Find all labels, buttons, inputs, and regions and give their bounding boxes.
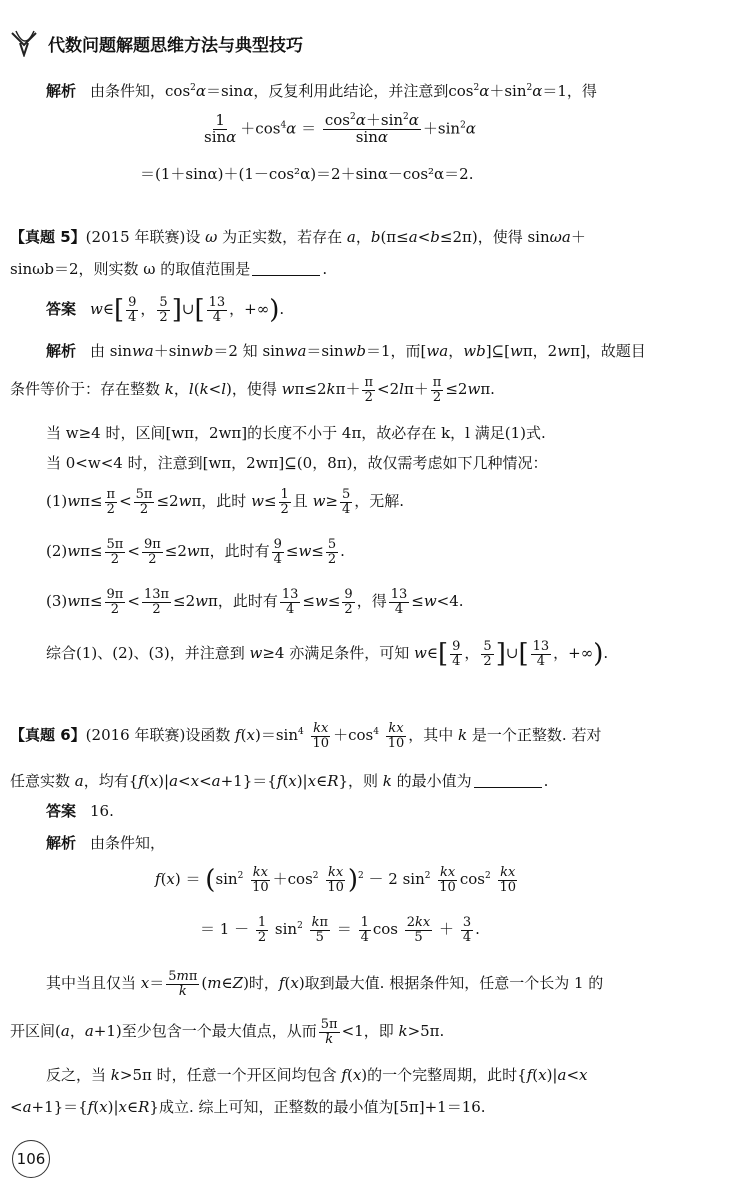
answer-blank (252, 275, 320, 276)
equation-6a: $f(x) = (\sin^2$ $\frac{kx}{10}$ $+\cos^2$ $\frac{kx}{10}$ )$^2$ － 2 $\sin^2$ $\frac{kx}{10}$ $\cos^2$ $\frac{kx}{10}$ (155, 865, 517, 896)
analysis-5-line3: 当 w≥4 时，区间[wπ，2wπ]的长度不小于 4π，故必存在 k，l 满足(1)式. (46, 424, 546, 442)
problem-6-line2: 任意实数 a，均有{f(x)|a<x<a+1}＝{f(x)|x∈R}，则 k 的最小值为 . (10, 772, 549, 790)
analysis-5-line4: 当 0<w<4 时，注意到[wπ，2wπ]⊆(0，8π)，故仅需考虑如下几种情况： (46, 454, 548, 472)
analysis-5-line2: 条件等价于：存在整数 k，l(k<l)，使得 wπ≤2kπ＋ $\frac{\pi}{2}$ <2lπ＋ $\frac{\pi}{2}$ ≤2wπ. (10, 375, 495, 405)
page-number: 106 (12, 1140, 50, 1178)
answer-6: 答案 16. (46, 802, 114, 820)
problem-5-title: 【真题 5】 (10, 228, 86, 246)
answer-label: 答案 (46, 300, 77, 319)
summary-5: 综合(1)、(2)、(3)，并注意到 w≥4 亦满足条件，可知 w∈[ $\frac{9}{4}$ ， $\frac{5}{2}$ ]∪[ $\frac{13}{4}$ ，+∞). (46, 639, 609, 670)
header-title: 代数问题解题思维方法与典型技巧 (48, 35, 303, 56)
problem-5-line2: sinωb＝2，则实数 ω 的取值范围是 . (10, 260, 328, 278)
problem-6-line1: 【真题 6】(2016 年联赛)设函数 $f(x)=\sin^4$ $\frac{kx}{10}$ $+\cos^4$ $\frac{kx}{10}$ ，其中 k 是一个正整数. 若对 (10, 721, 602, 751)
analysis-6-line0: 解析 由条件知， (46, 834, 166, 852)
analysis-6-line3: 反之，当 k>5π 时，任意一个开区间均包含 f(x)的一个完整周期，此时{f(x)|a<x (46, 1066, 588, 1084)
page-header (10, 28, 303, 58)
equation-6b: ＝ 1 － $\frac{1}{2}$ $\sin^2$ $\frac{k\pi}{5}$ ＝ $\frac{1}{4}$ cos $\frac{2kx}{5}$ ＋ $\frac{3}{4}$ . (200, 915, 480, 945)
problem-6-title: 【真题 6】 (10, 726, 86, 745)
case-1: (1)wπ≤ $\frac{\pi}{2}$ < $\frac{5\pi}{2}$ ≤2wπ，此时 w≤ $\frac{1}{2}$ 且 w≥ $\frac{5}{4}$ ，无解. (46, 487, 405, 517)
analysis-5-line1: 解析 由 sinwa＋sinwb＝2 知 sinwa＝sinwb＝1，而[wa，wb]⊆[wπ，2wπ]，故题目 (46, 342, 646, 360)
analysis-6-line2: 开区间(a，a+1)至少包含一个最大值点，从而 $\frac{5\pi}{k}$ <1，即 k>5π. (10, 1017, 445, 1047)
answer-5: 答案 w∈[ $\frac{9}{4}$ ， $\frac{5}{2}$ ]∪[ $\frac{13}{4}$ ，+∞). (46, 295, 285, 326)
case-2: (2)wπ≤ $\frac{5\pi}{2}$ < $\frac{9\pi}{2}$ ≤2wπ，此时有 $\frac{9}{4}$ ≤w≤ $\frac{5}{2}$ . (46, 537, 345, 567)
analysis-6-line4: <a+1}＝{f(x)|x∈R}成立. 综上可知，正整数的最小值为[5π]+1＝16. (10, 1098, 486, 1116)
analysis-6-line1: 其中当且仅当 x＝ $\frac{5m\pi}{k}$ (m∈Z)时，f(x)取到最大值. 根据条件知，任意一个长为 1 的 (46, 969, 604, 999)
problem-5-line1: 【真题 5】(2015 年联赛)设 ω 为正实数，若存在 a，b(π≤a<b≤2π)，使得 sinωa＋ (10, 228, 586, 246)
logo-leaf-icon (10, 29, 40, 57)
equation-1: $\frac{1}{\sin\alpha}$ $+\cos^4\alpha$ ＝ $\frac{\cos^2\alpha+\sin^2\alpha}{\sin\alpha}$ $+\sin^2\alpha$ (204, 111, 476, 146)
analysis-label: 解析 (46, 82, 77, 100)
analysis-1-line1: 解析 由条件知，$\cos^2\alpha=\sin\alpha$，反复利用此结论，并注意到$\cos^2\alpha+\sin^2\alpha=1$，得 (46, 82, 597, 100)
case-3: (3)wπ≤ $\frac{9\pi}{2}$ < $\frac{13\pi}{2}$ ≤2wπ，此时有 $\frac{13}{4}$ ≤w≤ $\frac{9}{2}$ ，得 $\frac{13}{4}$ ≤w<4. (46, 587, 464, 617)
equation-2: ＝(1＋sinα)＋(1－cos²α)＝2＋sinα－cos²α＝2. (140, 165, 474, 183)
